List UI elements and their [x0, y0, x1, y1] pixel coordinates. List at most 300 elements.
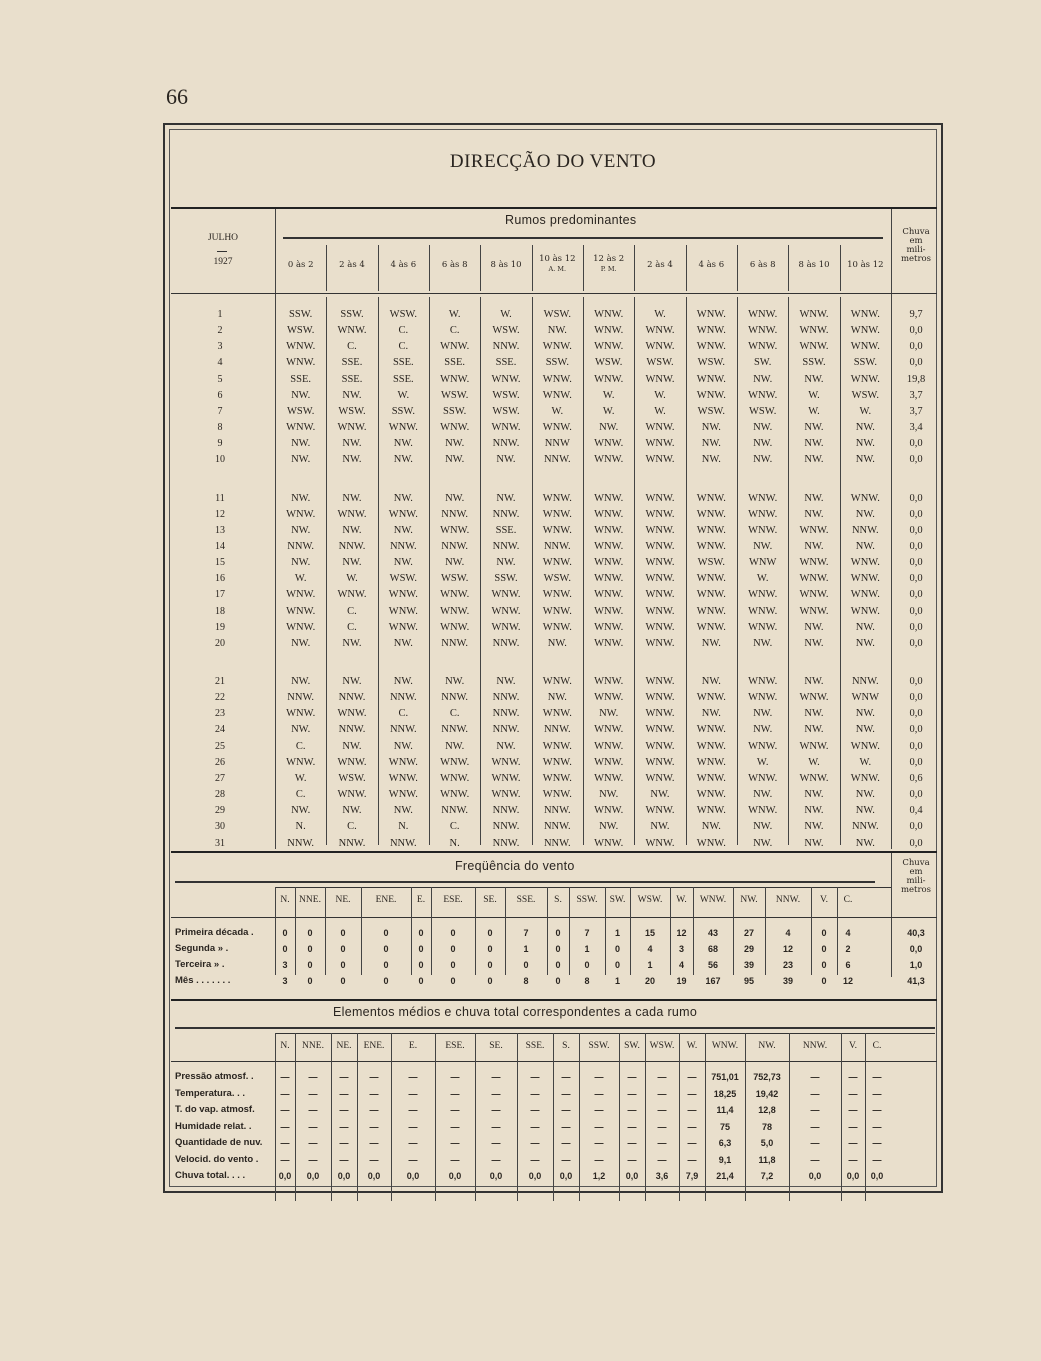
elem-column-header: SW.	[624, 1041, 640, 1051]
freq-value: 0	[282, 944, 288, 954]
elem-value: —	[308, 1121, 318, 1132]
wind-direction-cell: WNW.	[799, 557, 829, 569]
elem-value: —	[369, 1121, 379, 1132]
elem-value: —	[491, 1105, 501, 1115]
rain-header-text: em	[909, 236, 923, 246]
wind-direction-cell: NNW	[544, 438, 570, 450]
freq-value: 4	[785, 928, 791, 938]
wind-direction-cell: SSW.	[545, 357, 569, 369]
freq-value: 0	[523, 960, 529, 970]
wind-direction-cell: W.	[448, 309, 461, 320]
elem-value: —	[810, 1121, 820, 1132]
wind-direction-cell: WNW.	[594, 540, 624, 552]
hour-column-header: 2 às 4	[647, 260, 673, 270]
rain-value: 0,0	[909, 589, 923, 601]
freq-value: 0	[487, 944, 493, 954]
wind-direction-cell: NNW.	[338, 724, 366, 736]
wind-direction-cell: NNW.	[389, 692, 417, 704]
wind-direction-cell: NNW.	[543, 805, 571, 817]
wind-direction-cell: WNW.	[542, 373, 572, 385]
freq-column-header: SSE.	[516, 895, 536, 905]
freq-value: 0	[418, 976, 424, 986]
wind-direction-cell: SSE.	[341, 373, 363, 385]
day-number: 25	[215, 740, 225, 752]
wind-direction-cell: WNW	[851, 692, 880, 704]
freq-value: 0	[307, 944, 313, 954]
elem-row-label: T. do vap. atmosf.	[175, 1104, 255, 1115]
freq-value: 43	[707, 928, 718, 938]
wind-direction-cell: NW.	[650, 789, 670, 801]
elem-row-label: Quantidade de nuv.	[175, 1137, 263, 1148]
hour-column-header: 8 às 10	[798, 260, 830, 270]
wind-direction-cell: WNW.	[542, 341, 572, 353]
wind-direction-cell: WNW.	[286, 357, 316, 369]
freq-column-header: WNW.	[699, 895, 727, 905]
wind-direction-cell: NW.	[342, 389, 362, 401]
freq-value: 0	[383, 928, 389, 938]
wind-direction-cell: NW.	[804, 676, 824, 687]
wind-direction-cell: WNW.	[799, 740, 829, 752]
wind-direction-cell: NNW.	[338, 540, 366, 552]
elem-value: 9,1	[718, 1154, 732, 1165]
elem-value: —	[491, 1154, 501, 1165]
elem-column-header: N.	[280, 1041, 290, 1051]
wind-direction-cell: WNW.	[491, 789, 521, 801]
wind-direction-cell: NW.	[599, 789, 619, 801]
rain-value: 0,6	[909, 772, 923, 784]
elem-column-header: E.	[408, 1041, 418, 1051]
wind-direction-cell: NNW.	[287, 540, 315, 552]
wind-direction-cell: WNW.	[696, 389, 726, 401]
wind-direction-cell: WNW.	[850, 573, 880, 585]
wind-direction-cell: WNW.	[594, 454, 624, 466]
elem-value: —	[627, 1154, 637, 1165]
wind-direction-cell: WSW.	[543, 573, 571, 585]
elem-value: —	[687, 1121, 697, 1132]
elem-column-header: ENE.	[363, 1041, 385, 1051]
elem-value: 12,8	[758, 1105, 776, 1115]
wind-direction-cell: W.	[551, 405, 564, 417]
wind-direction-cell: NNW.	[492, 837, 520, 849]
wind-direction-cell: WSW.	[749, 405, 777, 417]
wind-direction-cell: NW.	[496, 454, 516, 466]
elem-column-header: SE.	[489, 1041, 503, 1051]
wind-direction-cell: W.	[602, 389, 615, 401]
elem-value: —	[339, 1072, 349, 1082]
elem-value: —	[491, 1072, 501, 1082]
elem-value: —	[657, 1154, 667, 1165]
wind-direction-cell: C.	[295, 740, 306, 752]
freq-column-header: ENE.	[375, 895, 397, 905]
wind-direction-cell: WNW.	[440, 789, 470, 801]
wind-direction-cell: WNW.	[542, 789, 572, 801]
wind-direction-cell: WNW.	[542, 589, 572, 601]
freq-row-label: Terceira » .	[175, 959, 225, 970]
wind-direction-cell: WNW.	[748, 772, 778, 784]
wind-direction-cell: NW.	[342, 438, 362, 450]
elem-value: —	[339, 1105, 349, 1115]
elem-value: —	[450, 1138, 460, 1148]
freq-column-header: N.	[280, 895, 290, 905]
wind-direction-cell: C.	[398, 708, 409, 720]
elementos-brace	[175, 1027, 935, 1029]
freq-value: 8	[523, 976, 529, 986]
wind-direction-cell: NW.	[291, 557, 311, 569]
wind-direction-cell: WNW.	[748, 309, 778, 320]
elem-value: —	[810, 1138, 820, 1148]
elem-value: 75	[719, 1121, 730, 1132]
wind-direction-cell: SSE.	[495, 357, 517, 369]
wind-direction-cell: NW.	[855, 637, 875, 649]
wind-direction-cell: WNW.	[645, 573, 675, 585]
freq-rain-value: 1,0	[909, 960, 923, 970]
wind-direction-cell: NW.	[291, 492, 311, 504]
elem-value: —	[339, 1138, 349, 1148]
elem-value: 0,0	[448, 1171, 462, 1181]
freq-value: 3	[678, 944, 684, 954]
wind-direction-cell: WNW.	[645, 325, 675, 337]
elem-value: —	[369, 1138, 379, 1148]
rain-value: 0,0	[909, 357, 923, 369]
wind-direction-cell: WNW.	[388, 508, 418, 520]
elem-value: 0,0	[489, 1171, 503, 1181]
elem-value: —	[369, 1105, 379, 1115]
wind-direction-cell: NW.	[804, 508, 824, 520]
wind-direction-cell: WNW.	[645, 508, 675, 520]
freq-value: 1	[584, 944, 590, 954]
rain-value: 3,4	[909, 422, 923, 434]
freq-value: 0	[383, 944, 389, 954]
wind-direction-cell: NNW.	[492, 805, 520, 817]
freq-value: 0	[340, 976, 346, 986]
elem-value: —	[848, 1072, 858, 1082]
rain-value: 0,4	[909, 805, 923, 817]
wind-direction-cell: WNW.	[542, 524, 572, 536]
freq-value: 8	[584, 976, 590, 986]
wind-direction-cell: NW.	[701, 821, 721, 833]
wind-direction-cell: NW.	[855, 708, 875, 720]
freq-value: 68	[707, 944, 718, 954]
wind-direction-cell: W.	[654, 405, 666, 417]
rule-line	[171, 851, 937, 853]
elem-value: —	[530, 1088, 540, 1099]
day-number: 29	[215, 805, 225, 817]
freq-value: 0	[614, 960, 620, 970]
wind-direction-cell: WNW.	[696, 508, 726, 520]
wind-direction-cell: SSE.	[495, 524, 517, 536]
wind-direction-cell: WNW.	[337, 756, 367, 768]
wind-direction-cell: WNW.	[696, 309, 726, 320]
elem-row-label: Humidade relat. .	[175, 1120, 252, 1132]
elem-value: —	[450, 1088, 460, 1099]
elem-value: —	[594, 1105, 604, 1115]
wind-direction-cell: NW.	[701, 438, 721, 450]
freq-rain-value: 40,3	[907, 928, 925, 938]
wind-direction-cell: NW.	[342, 805, 362, 817]
elem-value: —	[657, 1138, 667, 1148]
freq-value: 12	[782, 944, 793, 954]
wind-direction-cell: WSW.	[287, 405, 315, 417]
elem-value: —	[450, 1072, 460, 1082]
column-divider	[891, 209, 892, 849]
wind-direction-cell: WNW.	[696, 524, 726, 536]
elem-value: —	[308, 1138, 318, 1148]
freq-value: 1	[614, 928, 620, 938]
elem-value: —	[561, 1072, 571, 1082]
wind-direction-cell: NW.	[855, 805, 875, 817]
freq-value: 39	[782, 976, 793, 986]
day-number: 17	[215, 589, 225, 601]
wind-direction-cell: WNW.	[799, 524, 829, 536]
freq-value: 0	[584, 960, 590, 970]
elem-value: —	[848, 1105, 858, 1115]
wind-direction-cell: NW.	[804, 540, 824, 552]
freq-column-header: C.	[843, 895, 853, 905]
wind-direction-cell: C.	[449, 708, 460, 720]
wind-direction-cell: WNW.	[645, 341, 675, 353]
wind-direction-cell: NW.	[291, 805, 311, 817]
wind-direction-cell: WSW.	[697, 357, 725, 369]
wind-direction-cell: WNW.	[388, 621, 418, 633]
elem-column-header: WSW.	[649, 1041, 675, 1051]
wind-direction-cell: NNW.	[851, 821, 879, 833]
wind-direction-cell: C.	[347, 821, 357, 833]
wind-direction-cell: WNW.	[594, 805, 624, 817]
wind-direction-cell: WNW.	[645, 805, 675, 817]
elem-column-header: W.	[686, 1041, 698, 1051]
freq-value: 1	[523, 944, 529, 954]
elem-value: —	[280, 1154, 290, 1165]
wind-direction-cell: NW.	[753, 821, 773, 833]
wind-direction-cell: NW.	[753, 708, 773, 720]
wind-direction-cell: WNW.	[542, 676, 572, 687]
rumos-header: Rumos predominantes	[505, 213, 637, 227]
rule-line	[171, 999, 937, 1001]
wind-direction-cell: NW.	[291, 524, 311, 536]
wind-direction-cell: WNW.	[850, 589, 880, 601]
elem-value: —	[491, 1088, 501, 1099]
elem-value: —	[872, 1072, 882, 1082]
elem-column-header: NW.	[758, 1041, 776, 1051]
elem-value: —	[530, 1138, 540, 1148]
day-number: 6	[217, 389, 223, 401]
elem-value: 7,2	[760, 1171, 774, 1181]
elem-value: 0,0	[306, 1171, 320, 1181]
wind-direction-cell: WNW.	[594, 438, 624, 450]
elem-value: 752,73	[753, 1072, 781, 1082]
elem-value: —	[561, 1105, 571, 1115]
rule-line	[275, 1033, 935, 1034]
page-number: 66	[166, 84, 188, 109]
day-number: 13	[215, 524, 225, 536]
freq-value: 23	[782, 960, 793, 970]
wind-direction-cell: NW.	[701, 637, 721, 649]
wind-direction-cell: NNW.	[492, 821, 520, 833]
freq-value: 0	[340, 960, 346, 970]
wind-direction-cell: WNW.	[388, 422, 418, 434]
freq-value: 95	[743, 976, 754, 986]
freq-value: 0	[487, 976, 493, 986]
wind-direction-cell: WNW.	[696, 540, 726, 552]
wind-direction-cell: WNW.	[594, 341, 624, 353]
wind-direction-cell: NW.	[701, 676, 721, 687]
elem-value: 6,3	[718, 1138, 732, 1148]
elem-value: 751,01	[711, 1072, 739, 1082]
rain-header-text: Chuva	[902, 858, 930, 868]
wind-direction-cell: WNW.	[645, 621, 675, 633]
elem-value: —	[308, 1072, 318, 1082]
wind-direction-cell: WSW.	[389, 309, 417, 320]
elem-value: —	[594, 1121, 604, 1132]
wind-direction-cell: NW.	[753, 724, 773, 736]
wind-direction-cell: W.	[654, 389, 666, 401]
wind-direction-cell: NNW.	[287, 692, 315, 704]
elem-row-label: Chuva total. . . .	[175, 1170, 246, 1181]
wind-direction-cell: WNW.	[594, 621, 624, 633]
wind-direction-cell: NW.	[855, 454, 875, 466]
wind-direction-cell: WSW.	[389, 573, 417, 585]
hour-column-header: 0 às 2	[287, 260, 314, 270]
wind-direction-cell: WNW.	[542, 492, 572, 504]
wind-direction-cell: WNW.	[850, 309, 880, 320]
wind-direction-cell: WNW.	[594, 740, 624, 752]
elem-value: —	[530, 1121, 540, 1132]
wind-direction-cell: W.	[859, 405, 872, 417]
rain-header-text: Chuva	[902, 227, 930, 237]
day-number: 7	[217, 405, 223, 417]
elem-value: —	[408, 1138, 418, 1148]
rain-value: 0,0	[909, 573, 923, 585]
wind-direction-cell: NW.	[804, 637, 824, 649]
rain-header-text: em	[909, 867, 923, 877]
hour-column-header: 8 às 10	[490, 260, 522, 270]
wind-direction-cell: NW.	[804, 492, 824, 504]
freq-value: 2	[845, 944, 851, 954]
freq-column-header: NE.	[335, 895, 351, 905]
freq-value: 0	[418, 944, 424, 954]
wind-direction-cell: WNW.	[440, 589, 470, 601]
freq-value: 0	[450, 928, 456, 938]
wind-direction-cell: NW.	[445, 557, 465, 569]
elem-value: 0,0	[337, 1171, 351, 1181]
wind-direction-cell: WNW.	[696, 325, 726, 337]
wind-direction-cell: WNW.	[440, 621, 470, 633]
year-label: 1927	[213, 257, 233, 267]
wind-direction-cell: WNW.	[799, 309, 829, 320]
wind-direction-cell: W.	[397, 389, 410, 401]
frequencia-brace	[175, 881, 875, 883]
wind-direction-cell: WNW.	[286, 621, 316, 633]
wind-direction-cell: NW.	[393, 454, 413, 466]
elem-value: —	[561, 1088, 571, 1099]
wind-direction-cell: WSW.	[492, 405, 520, 417]
wind-direction-cell: WNW.	[696, 724, 726, 736]
wind-direction-cell: WNW.	[696, 373, 726, 385]
rain-value: 3,7	[909, 405, 923, 417]
day-number: 5	[217, 373, 223, 385]
wind-direction-cell: WNW.	[748, 621, 778, 633]
wind-direction-cell: NW.	[804, 821, 824, 833]
wind-direction-cell: NW.	[753, 438, 773, 450]
elem-value: —	[369, 1088, 379, 1099]
day-number: 27	[215, 772, 225, 784]
elem-value: —	[530, 1154, 540, 1165]
elem-value: 1,2	[592, 1171, 606, 1181]
elem-value: —	[627, 1138, 637, 1148]
elem-value: 0,0	[406, 1171, 420, 1181]
rain-value: 0,0	[909, 325, 923, 337]
hour-column-header: 6 às 8	[441, 260, 468, 270]
wind-direction-cell: WNW.	[696, 772, 726, 784]
wind-direction-cell: WNW.	[594, 524, 624, 536]
freq-value: 0	[487, 928, 493, 938]
wind-direction-cell: WNW.	[696, 805, 726, 817]
elem-column-header: V.	[848, 1041, 857, 1051]
wind-direction-cell: NNW.	[492, 692, 520, 704]
day-number: 10	[215, 454, 225, 466]
day-number: 1	[217, 309, 223, 320]
wind-direction-cell: SSW.	[289, 309, 313, 320]
rain-value: 0,0	[909, 540, 923, 552]
wind-direction-cell: WNW.	[748, 492, 778, 504]
elem-value: —	[369, 1154, 379, 1165]
freq-value: 0	[821, 976, 827, 986]
freq-value: 0	[555, 944, 561, 954]
wind-direction-cell: WNW.	[337, 508, 367, 520]
rain-value: 0,0	[909, 724, 923, 736]
wind-direction-cell: NW.	[855, 422, 875, 434]
wind-direction-cell: NNW.	[441, 805, 469, 817]
freq-value: 1	[614, 976, 620, 986]
freq-value: 7	[584, 928, 590, 938]
wind-direction-cell: SSW.	[391, 405, 415, 417]
frequencia-header: Freqüência do vento	[455, 859, 575, 873]
wind-direction-cell: WNW.	[645, 837, 675, 849]
rain-value: 9,7	[909, 309, 923, 320]
wind-direction-cell: NW.	[445, 676, 465, 687]
wind-direction-cell: WNW.	[594, 589, 624, 601]
wind-direction-cell: NNW.	[543, 821, 571, 833]
wind-direction-cell: WNW.	[799, 341, 829, 353]
wind-direction-cell: NW.	[393, 740, 413, 752]
elem-value: 11,4	[716, 1105, 734, 1115]
freq-value: 15	[644, 928, 655, 938]
wind-direction-cell: NNW.	[543, 540, 571, 552]
wind-direction-cell: WNW.	[850, 492, 880, 504]
day-number: 14	[215, 540, 225, 552]
wind-direction-cell: WNW.	[542, 508, 572, 520]
hour-column-header: 12 às 2	[593, 254, 625, 264]
elem-value: 0,0	[870, 1171, 884, 1181]
wind-direction-cell: NW.	[855, 540, 875, 552]
rain-value: 0,0	[909, 676, 923, 687]
wind-direction-cell: WNW.	[748, 589, 778, 601]
freq-column-header: SE.	[483, 895, 497, 905]
wind-direction-cell: WNW.	[440, 605, 470, 617]
month-label: JULHO	[207, 233, 239, 243]
wind-direction-cell: NW.	[855, 837, 875, 849]
freq-column-header: WSW.	[637, 895, 663, 905]
freq-value: 0	[450, 944, 456, 954]
rain-value: 0,0	[909, 341, 923, 353]
wind-direction-cell: SSE.	[392, 357, 414, 369]
freq-value: 0	[555, 928, 561, 938]
elem-value: —	[450, 1154, 460, 1165]
wind-direction-cell: WNW.	[594, 756, 624, 768]
wind-direction-cell: NW.	[753, 637, 773, 649]
wind-direction-cell: NW.	[804, 837, 824, 849]
rain-header-text: metros	[900, 254, 932, 264]
